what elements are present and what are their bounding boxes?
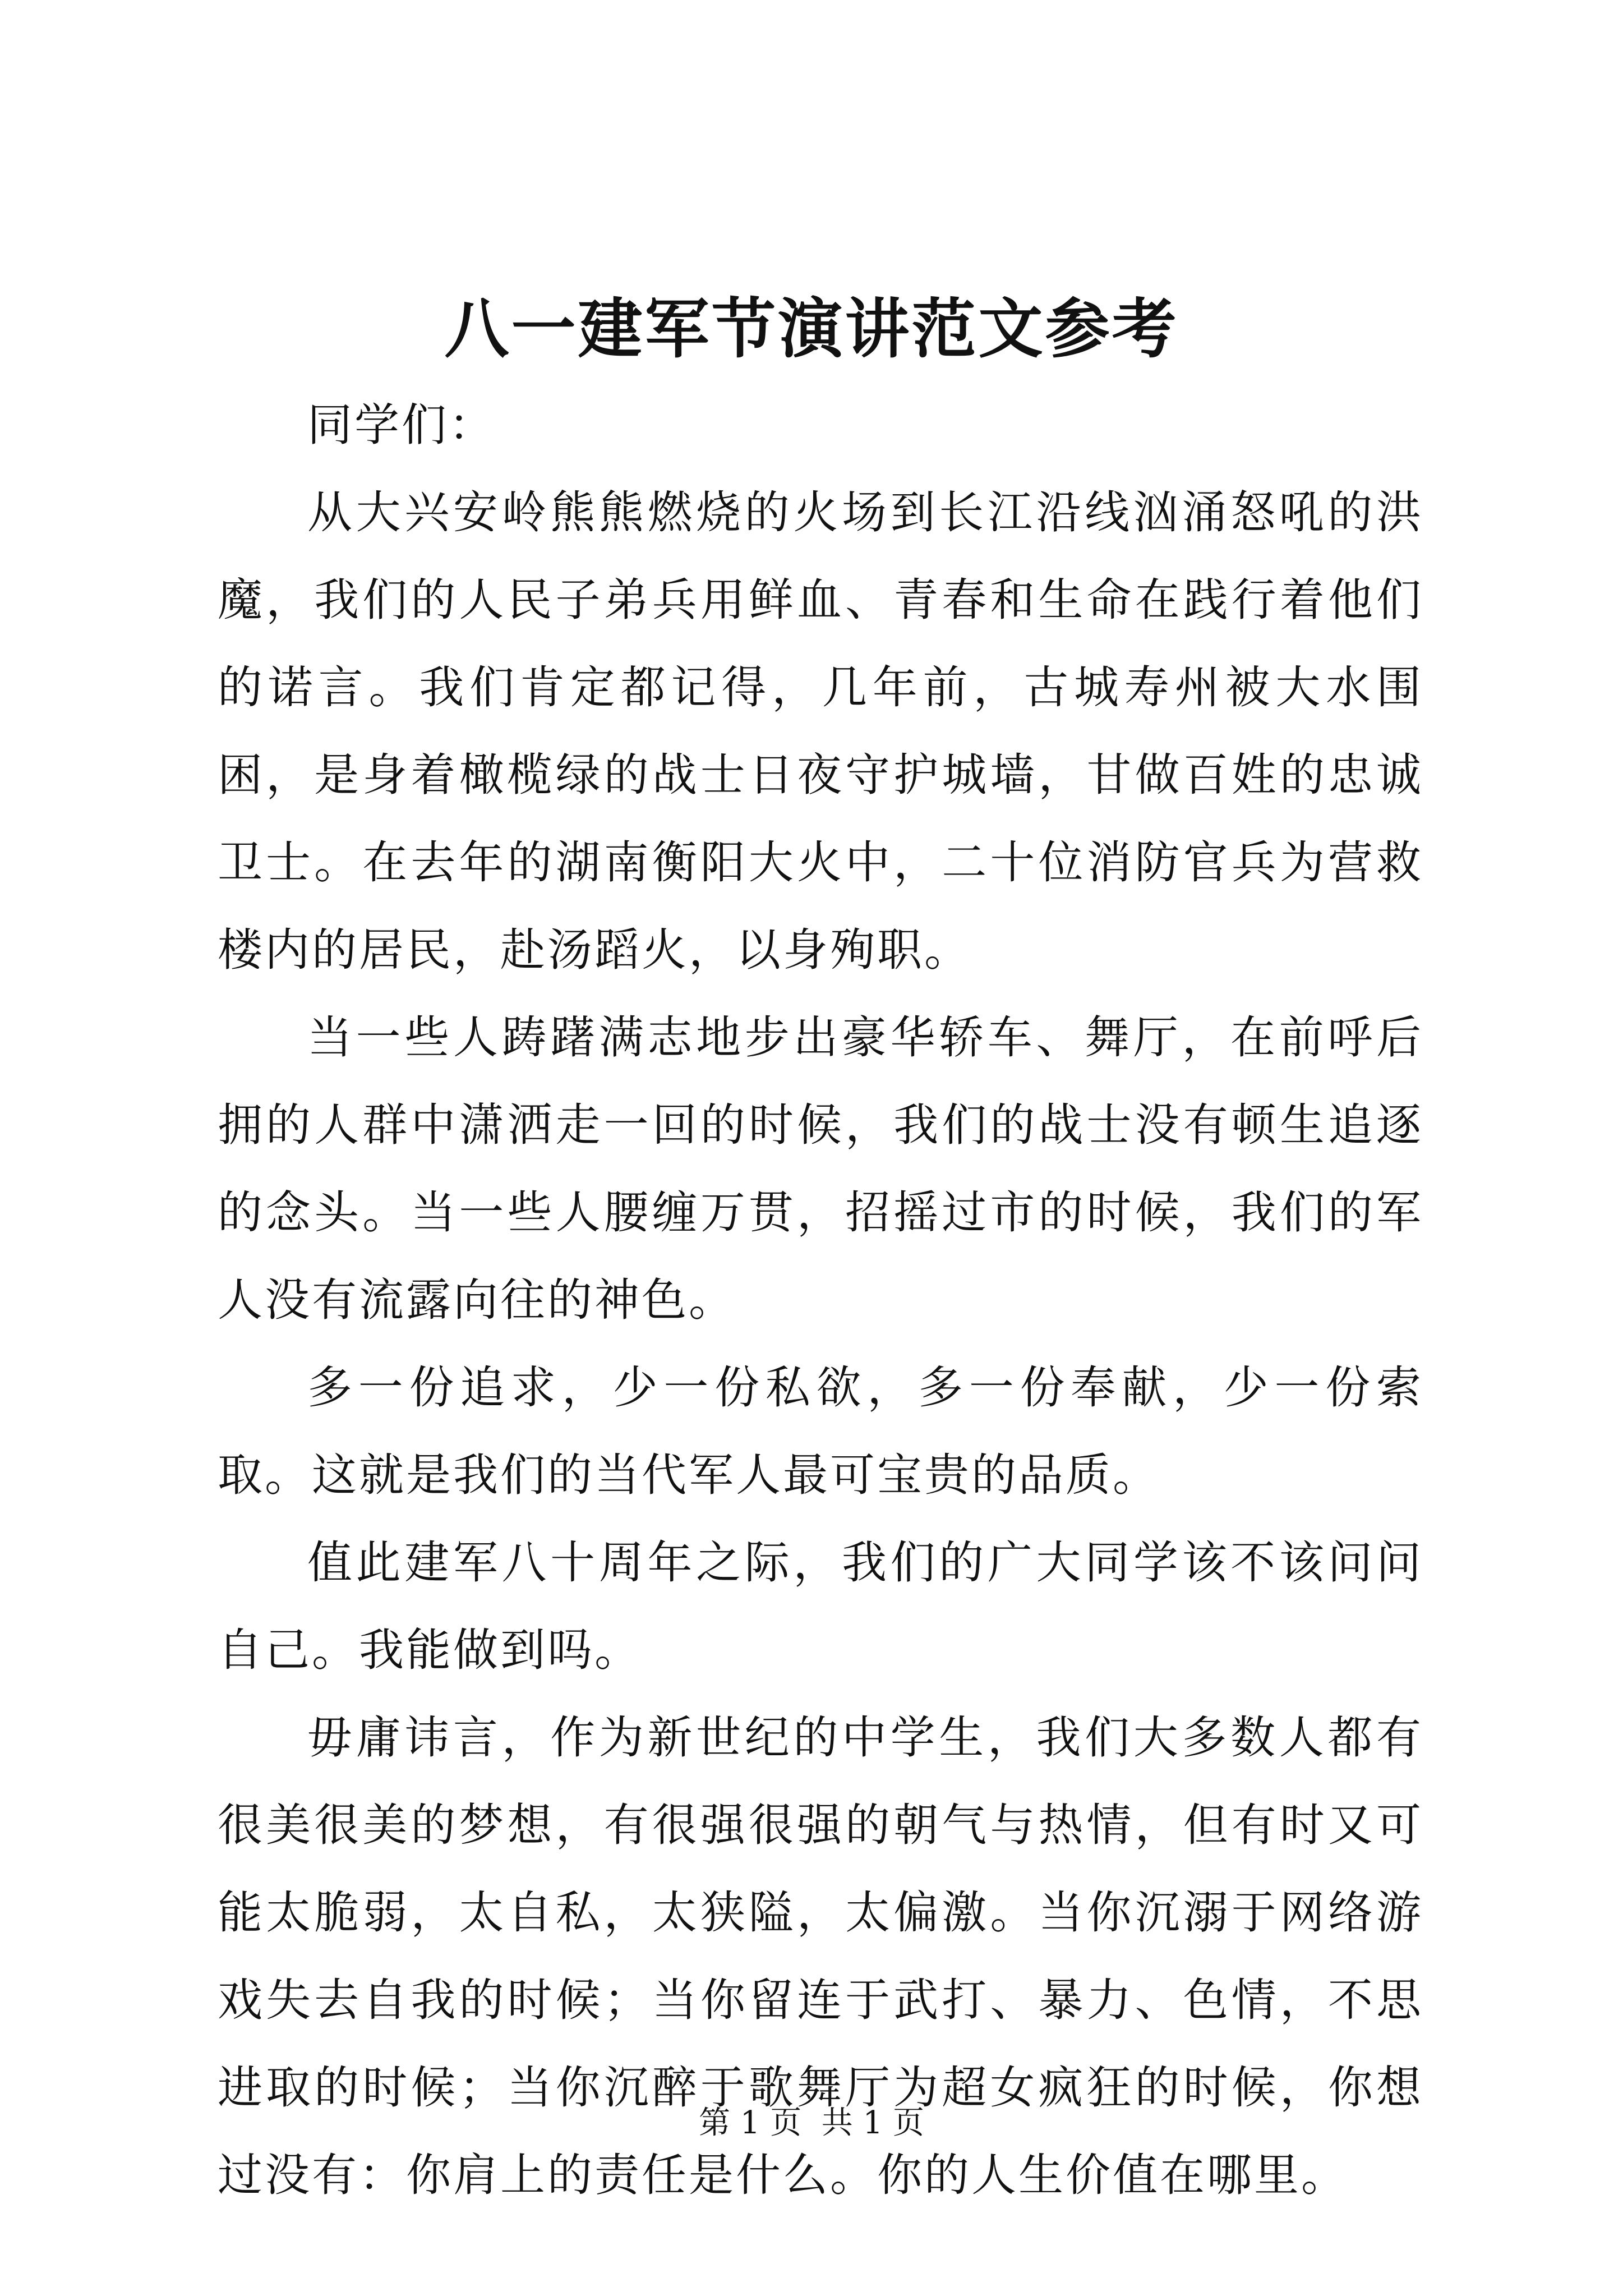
page-number-label: 第 1 页 共 1 页 — [698, 2105, 925, 2141]
paragraph-4: 值此建军八十周年之际，我们的广大同学该不该问问自己。我能做到吗。 — [218, 1536, 1423, 1676]
paragraph-1: 从大兴安岭熊熊燃烧的火场到长江沿线汹涌怒吼的洪魔，我们的人民子弟兵用鲜血、青春和生命在践行着他们的诺言。我们肯定都记得，几年前，古城寿州被大水围困，是身着橄榄绿的战士日夜守护城墙，甘做百姓的忠诚卫士。在去年的湖南衡阳大火中，二十位消防官兵为营救楼内的居民，赴汤蹈火，以身殉职。 — [218, 486, 1423, 976]
document-title: 八一建军节演讲范文参考 — [444, 291, 1179, 367]
document-body — [218, 381, 1423, 2219]
paragraph-3: 多一份追求，少一份私欲，多一份奉献，少一份索取。这就是我们的当代军人最可宝贵的品质。 — [218, 1361, 1423, 1501]
paragraph-5: 毋庸讳言，作为新世纪的中学生，我们大多数人都有很美很美的梦想，有很强很强的朝气与热情，但有时又可能太脆弱，太自私，太狭隘，太偏激。当你沉溺于网络游戏失去自我的时候；当你留连于武打、暴力、色情，不思进取的时候；当你沉醉于歌舞厅为超女疯狂的时候，你想过没有：你肩上的责任是什么。你的人生价值在哪里。 — [218, 1711, 1423, 2201]
page-footer — [0, 2101, 1623, 2146]
paragraph-2: 当一些人踌躇满志地步出豪华轿车、舞厅，在前呼后拥的人群中潇洒走一回的时候，我们的战士没有顿生追逐的念头。当一些人腰缠万贯，招摇过市的时候，我们的军人没有流露向往的神色。 — [218, 1011, 1423, 1326]
paragraph-salutation: 同学们： — [307, 399, 496, 451]
